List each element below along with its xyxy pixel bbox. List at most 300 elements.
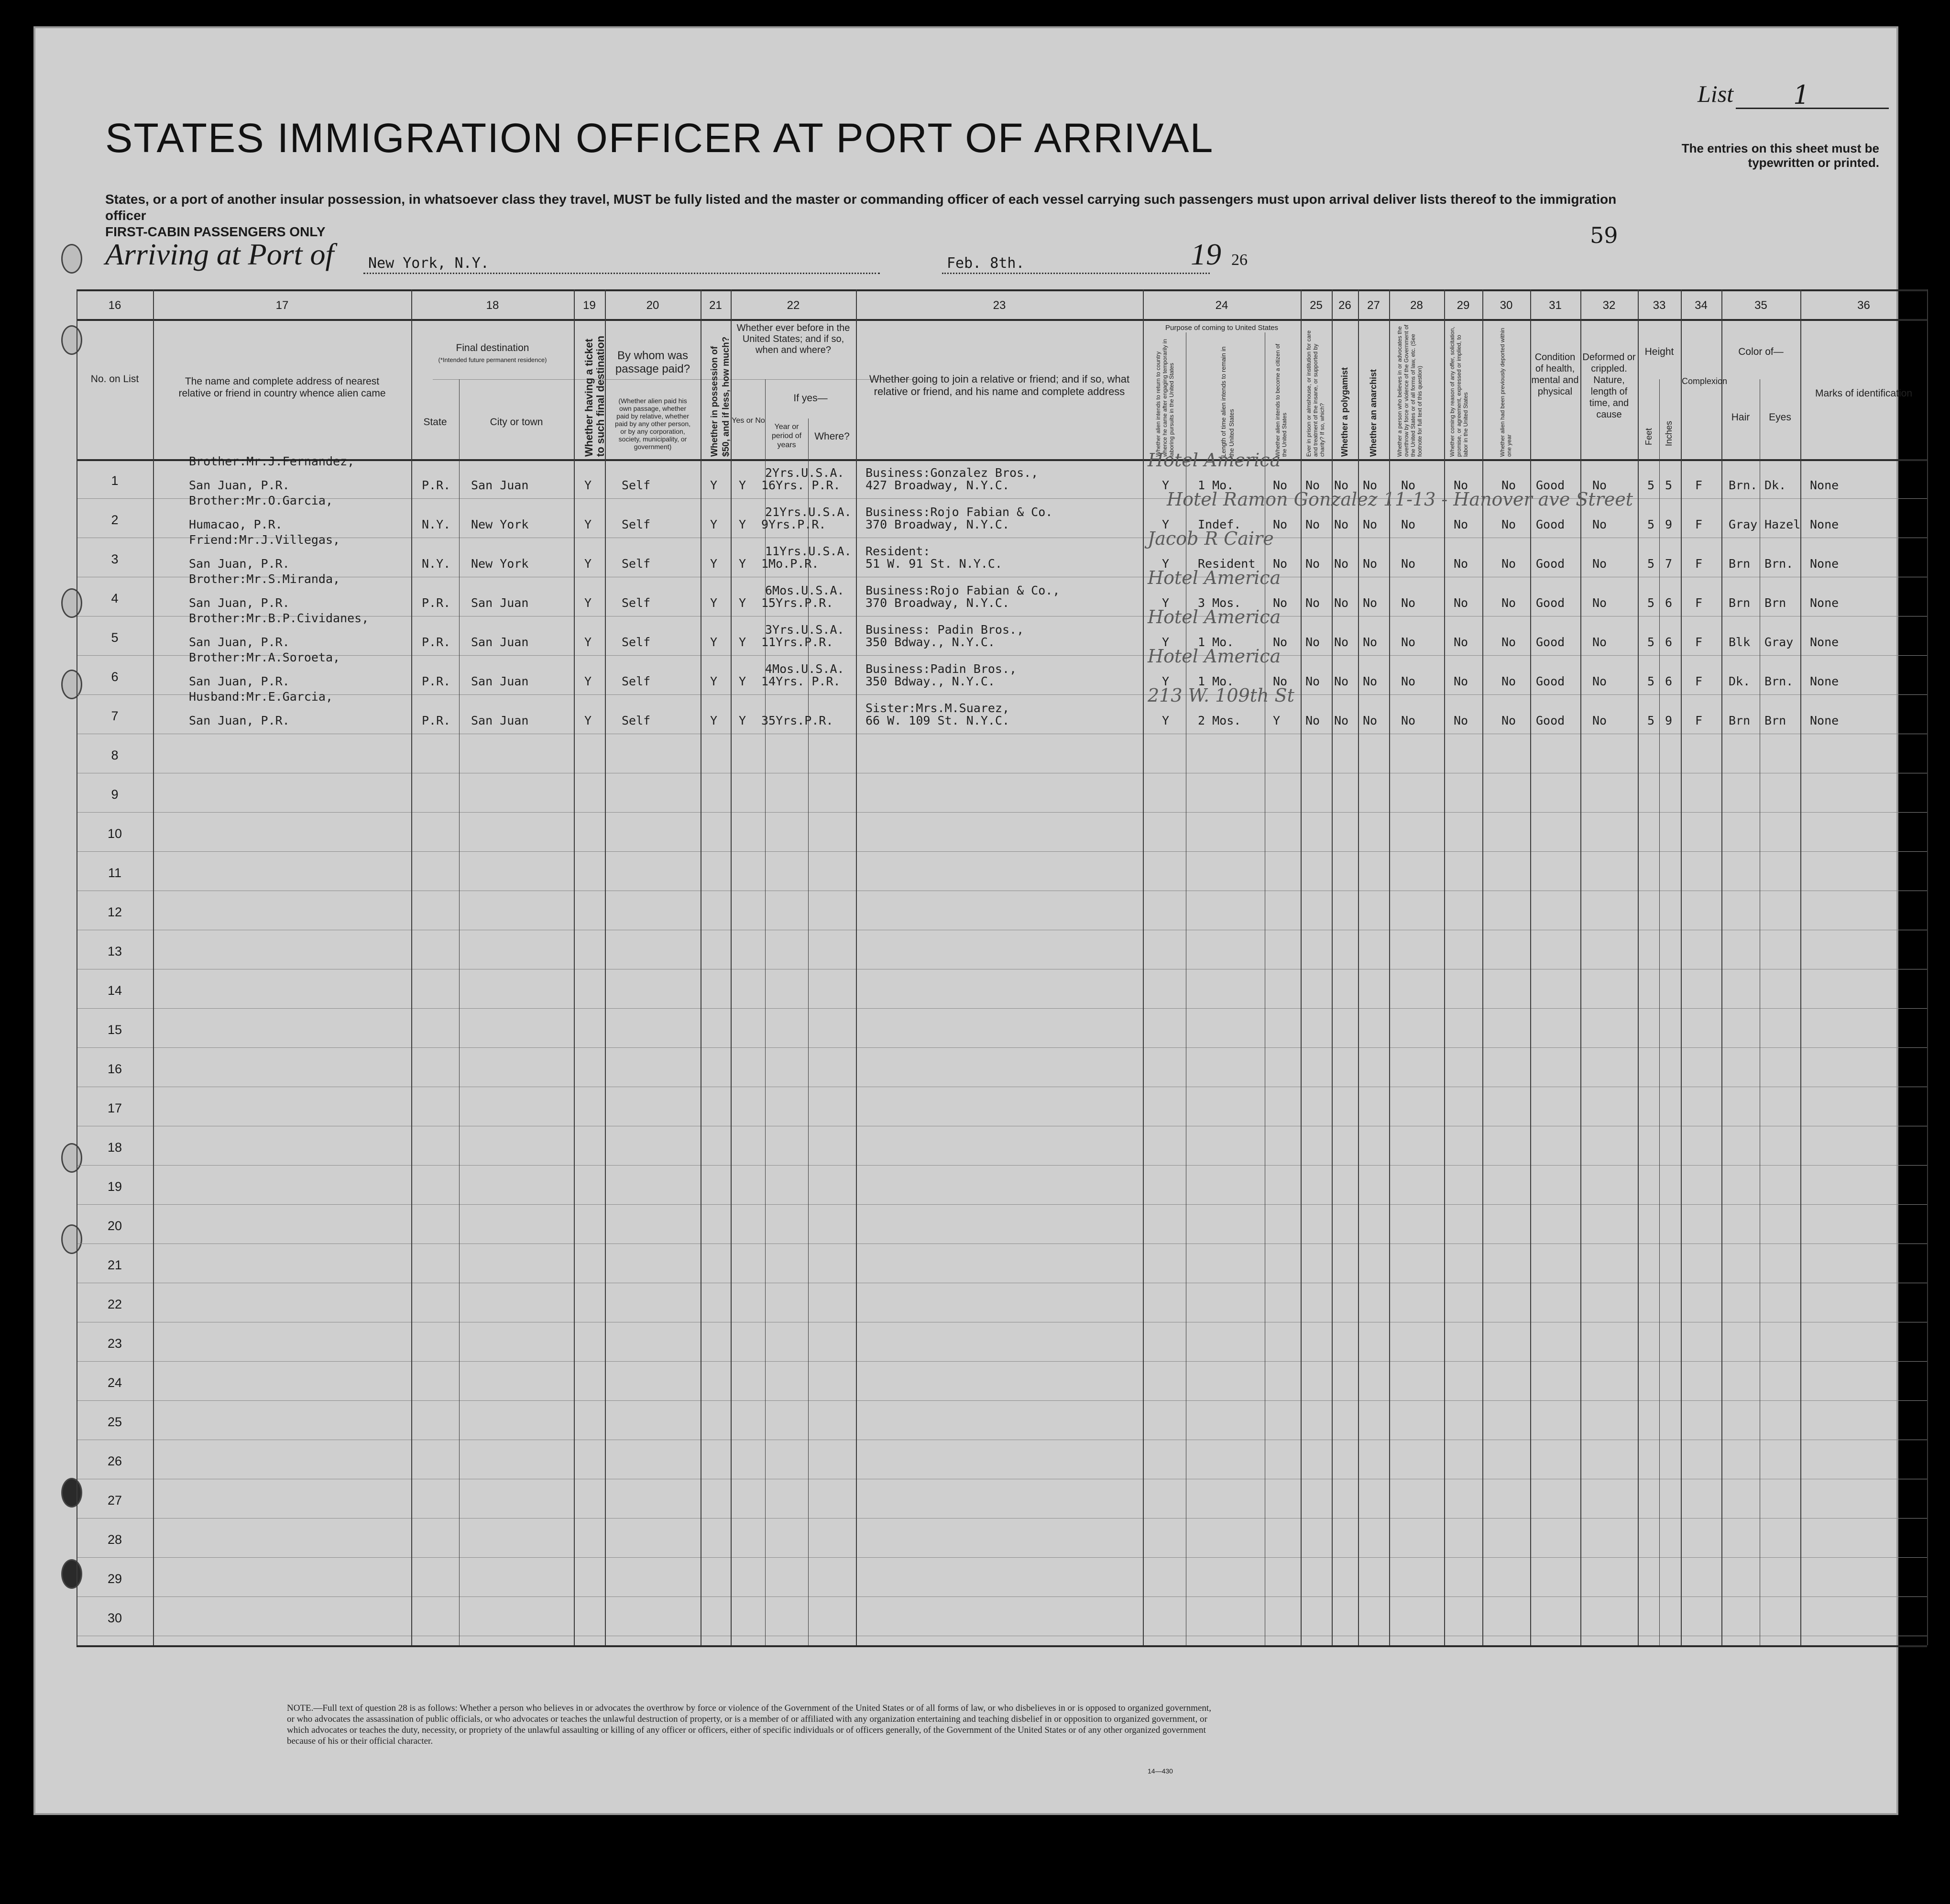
column-number: 31	[1549, 299, 1562, 312]
entry-paid: Self	[622, 635, 651, 649]
entry-marks: None	[1810, 714, 1839, 727]
entry-period2: 14Yrs. P.R.	[761, 674, 841, 688]
entry-rel1: Husband:Mr.E.Garcia,	[189, 690, 333, 704]
row-number: 18	[107, 1140, 122, 1155]
date-line	[942, 273, 1210, 274]
entry-fifty: Y	[710, 635, 718, 649]
header-fifty-dollars: Whether in possession of $50, and if less, how much?	[710, 336, 731, 457]
entry-fifty: Y	[710, 517, 718, 531]
entry-state: P.R.	[422, 635, 451, 649]
entry-rel1: Brother:Mr.O.Garcia,	[189, 494, 333, 507]
entry-length: Resident	[1198, 557, 1256, 571]
entry-rel1: Brother:Mr.B.P.Cividanes,	[189, 611, 369, 625]
entry-hair: Brn	[1729, 714, 1751, 727]
entry-hair: Brn.	[1729, 478, 1758, 492]
entry-prison: No	[1305, 596, 1320, 610]
entry-ret: Y	[1162, 674, 1170, 688]
list-label: List	[1698, 80, 1734, 107]
entry-eyes: Brn	[1764, 596, 1786, 610]
entry-prison: No	[1305, 635, 1320, 649]
entry-join1: Business:Gonzalez Bros.,	[865, 466, 1039, 480]
header-passage-paid-sub: (Whether alien paid his own passage, whether paid by relative, whether paid by any other person, or by any corporation, society, municipality, or government)	[615, 397, 690, 451]
header-prison: Ever in prison or almshouse, or institution for care and treatment of the insane, or supported by charity? If so, which?	[1305, 330, 1326, 457]
list-number: 1	[1793, 80, 1810, 110]
entry-anarch: No	[1363, 478, 1378, 492]
entries-note: The entries on this sheet must be typewritten or printed.	[1681, 141, 1879, 170]
entry-anarch: No	[1363, 674, 1378, 688]
entry-eyes: Gray	[1764, 635, 1794, 649]
entry-city: San Juan	[471, 714, 529, 727]
entry-eyes: Brn.	[1764, 557, 1794, 571]
entry-complexion: F	[1695, 674, 1703, 688]
entry-inches: 5	[1665, 478, 1673, 492]
header-purpose: Purpose of coming to United States	[1165, 324, 1278, 332]
entry-q29: No	[1454, 517, 1468, 531]
entry-poly: No	[1334, 674, 1349, 688]
entry-poly: No	[1334, 478, 1349, 492]
row-number: 9	[111, 787, 119, 802]
header-state: State	[423, 417, 447, 428]
column-number: 23	[993, 299, 1006, 312]
entry-hair: Brn	[1729, 557, 1751, 571]
entry-join2: 350 Bdway., N.Y.C.	[865, 674, 995, 688]
header-question-28: Whether a person who believes in or advocates the overthrow by force or violence of the Government of the United States or of all forms of law, etc. (See footnote for full text of this question)	[1396, 324, 1423, 457]
entry-complexion: F	[1695, 517, 1703, 531]
entry-state: P.R.	[422, 478, 451, 492]
entry-period2: 16Yrs. P.R.	[761, 478, 841, 492]
row-number: 17	[107, 1101, 122, 1115]
entry-q28: No	[1401, 517, 1416, 531]
header-deformed: Deformed or crippled. Nature, length of time, and cause	[1582, 352, 1636, 420]
header-relative: The name and complete address of nearest relative or friend in country whence alien came	[178, 376, 386, 399]
entry-rel1: Friend:Mr.J.Villegas,	[189, 533, 340, 547]
entry-join1: Business:Rojo Fabian & Co.	[865, 505, 1053, 519]
entry-q28: No	[1401, 635, 1416, 649]
entry-q28: No	[1401, 674, 1416, 688]
entry-eyes: Brn	[1764, 714, 1786, 727]
entry-q30: No	[1501, 478, 1516, 492]
column-number: 29	[1457, 299, 1470, 312]
entry-complexion: F	[1695, 557, 1703, 571]
binder-hole	[61, 244, 82, 274]
header-yes-no: Yes or No	[732, 417, 765, 425]
row-rule	[77, 1596, 1927, 1597]
entry-period2: 35Yrs.P.R.	[761, 714, 833, 727]
entry-ret: Y	[1162, 478, 1170, 492]
header-question-29: Whether coming by reason of any offer, solicitation, promise, or agreement, expressed or implied, to labor in the United States	[1449, 327, 1469, 457]
footnote-question-28: NOTE.—Full text of question 28 is as follows: Whether a person who believes in or advocates the overthrow by force or violence of the Government of the United States or of all forms of law, or who disbelieves in or is opposed to organized government, or who advocates the assassination of public officials, or who advocates or teaches the unlawful destruction of property, or is a member of or affiliated with any organization entertaining and teaching disbelief in or opposition to organized government, or which advocates or teaches the duty, necessity, or propriety of the unlawful assaulting or killing of any officer or officers, either of specific individuals or of officers generally, of the Government of the United States or of any other organized government because of his or their official character.	[287, 1703, 1211, 1746]
column-number: 35	[1754, 299, 1767, 312]
entry-q29: No	[1454, 557, 1468, 571]
manifest-sheet	[33, 26, 1913, 1815]
entry-period1: 21Yrs.U.S.A.	[765, 505, 852, 519]
entry-ticket: Y	[584, 478, 592, 492]
entry-health: Good	[1536, 674, 1565, 688]
entry-q28: No	[1401, 596, 1416, 610]
row-number: 14	[107, 983, 122, 998]
entry-city: New York	[471, 517, 529, 531]
header-period: Year or period of years	[771, 423, 802, 449]
entry-deformed: No	[1592, 596, 1607, 610]
header-feet: Feet	[1644, 428, 1654, 446]
header-color-of: Color of—	[1738, 346, 1784, 357]
entry-q29: No	[1454, 674, 1468, 688]
entry-q30: No	[1501, 714, 1516, 727]
header-hair: Hair	[1731, 412, 1750, 423]
entry-join1: Sister:Mrs.M.Suarez,	[865, 701, 1010, 715]
entry-deformed: No	[1592, 478, 1607, 492]
entry-rel1: Brother:Mr.S.Miranda,	[189, 572, 340, 586]
entry-before: Y	[739, 478, 746, 492]
entry-citizen: No	[1273, 635, 1288, 649]
row-rule	[77, 1165, 1927, 1166]
entry-q30: No	[1501, 635, 1516, 649]
row-number: 13	[107, 944, 122, 958]
header-passage-paid: By whom was passage paid?	[615, 349, 690, 375]
manifest-table	[77, 289, 1927, 1645]
sheet-number: 59	[1590, 222, 1618, 248]
entry-prison: No	[1305, 714, 1320, 727]
entry-ret: Y	[1162, 517, 1170, 531]
entry-join2: 51 W. 91 St. N.Y.C.	[865, 557, 1002, 571]
entry-length: 1 Mo.	[1198, 635, 1234, 649]
row-rule	[77, 851, 1927, 852]
entry-rel1: Brother:Mr.J.Fernandez,	[189, 454, 355, 468]
entry-before: Y	[739, 635, 746, 649]
handwritten-annotation: Hotel Ramon Gonzalez 11-13 - Hanover ave Street	[1167, 489, 1633, 510]
entry-ticket: Y	[584, 557, 592, 571]
row-rule	[77, 1518, 1927, 1519]
row-rule	[77, 694, 1927, 695]
header-complexion: Complexion	[1682, 376, 1728, 386]
entry-health: Good	[1536, 557, 1565, 571]
entry-citizen: Y	[1273, 714, 1281, 727]
entry-fifty: Y	[710, 674, 718, 688]
row-number: 5	[111, 630, 119, 645]
entry-anarch: No	[1363, 635, 1378, 649]
header-health: Condition of health, mental and physical	[1531, 352, 1579, 397]
row-number: 19	[107, 1179, 122, 1194]
entry-ret: Y	[1162, 635, 1170, 649]
entry-citizen: No	[1273, 674, 1288, 688]
column-number: 22	[787, 299, 800, 312]
entry-anarch: No	[1363, 517, 1378, 531]
entry-state: P.R.	[422, 714, 451, 727]
page-title: STATES IMMIGRATION OFFICER AT PORT OF ARRIVAL	[105, 115, 1214, 161]
header-height: Height	[1644, 346, 1674, 357]
header-polygamist: Whether a polygamist	[1340, 367, 1349, 457]
entry-period2: 9Yrs.P.R.	[761, 517, 826, 531]
column-number: 24	[1215, 299, 1228, 312]
handwritten-annotation: 213 W. 109th St	[1148, 685, 1294, 706]
entry-rel2: San Juan, P.R.	[189, 557, 290, 571]
row-rule	[77, 1008, 1927, 1009]
row-number: 25	[107, 1415, 122, 1429]
entry-rel1: Brother:Mr.A.Soroeta,	[189, 650, 340, 664]
row-number: 22	[107, 1297, 122, 1311]
entry-inches: 6	[1665, 635, 1673, 649]
entry-period1: 6Mos.U.S.A.	[765, 583, 844, 597]
column-number: 30	[1500, 299, 1513, 312]
entry-length: 1 Mo.	[1198, 478, 1234, 492]
arrival-date: Feb. 8th.	[947, 255, 1025, 272]
entry-before: Y	[739, 557, 746, 571]
header-return-intent: Whether alien intends to return to country whence he came after engaging temporarily in laboring pursuits in the United States	[1155, 339, 1175, 457]
entry-health: Good	[1536, 517, 1565, 531]
header-eyes: Eyes	[1769, 412, 1791, 423]
row-number: 11	[108, 866, 122, 880]
entry-inches: 9	[1665, 517, 1673, 531]
entry-deformed: No	[1592, 517, 1607, 531]
entry-prison: No	[1305, 517, 1320, 531]
column-number: 32	[1602, 299, 1616, 312]
header-where: Where?	[814, 431, 850, 442]
column-number: 21	[709, 299, 722, 312]
entry-feet: 5	[1647, 596, 1655, 610]
entry-feet: 5	[1647, 478, 1655, 492]
column-number: 33	[1653, 299, 1666, 312]
header-no-on-list: No. on List	[90, 374, 139, 385]
entry-q30: No	[1501, 674, 1516, 688]
entry-feet: 5	[1647, 714, 1655, 727]
column-number: 16	[108, 299, 121, 312]
row-rule	[77, 1047, 1927, 1048]
column-number: 19	[583, 299, 596, 312]
entry-q30: No	[1501, 596, 1516, 610]
header-ever-before: Whether ever before in the United States; and if so, when and where?	[736, 323, 850, 355]
entry-period2: 15Yrs.P.R.	[761, 596, 833, 610]
entry-poly: No	[1334, 635, 1349, 649]
intro-text	[105, 191, 1635, 240]
entry-marks: None	[1810, 557, 1839, 571]
entry-health: Good	[1536, 635, 1565, 649]
entry-ret: Y	[1162, 596, 1170, 610]
row-rule	[77, 655, 1927, 656]
entry-inches: 6	[1665, 674, 1673, 688]
entry-health: Good	[1536, 714, 1565, 727]
row-rule	[77, 498, 1927, 499]
entry-period1: 4Mos.U.S.A.	[765, 662, 844, 676]
header-anarchist: Whether an anarchist	[1369, 369, 1378, 457]
entry-join2: 370 Broadway, N.Y.C.	[865, 596, 1010, 610]
row-number: 21	[107, 1258, 122, 1272]
entry-state: N.Y.	[422, 557, 451, 571]
entry-q29: No	[1454, 714, 1468, 727]
entry-health: Good	[1536, 478, 1565, 492]
row-number: 27	[107, 1493, 122, 1508]
entry-citizen: No	[1273, 517, 1288, 531]
entry-join2: 66 W. 109 St. N.Y.C.	[865, 714, 1010, 727]
port-line	[363, 273, 880, 274]
row-number: 24	[107, 1376, 122, 1390]
entry-poly: No	[1334, 557, 1349, 571]
row-number: 16	[107, 1062, 122, 1076]
entry-length: Indef.	[1198, 517, 1241, 531]
entry-q28: No	[1401, 714, 1416, 727]
entry-length: 1 Mo.	[1198, 674, 1234, 688]
entry-deformed: No	[1592, 714, 1607, 727]
entry-citizen: No	[1273, 557, 1288, 571]
row-number: 2	[111, 513, 119, 527]
column-number: 25	[1310, 299, 1323, 312]
entry-eyes: Brn.	[1764, 674, 1794, 688]
entry-ticket: Y	[584, 714, 592, 727]
entry-join1: Resident:	[865, 544, 931, 558]
entry-fifty: Y	[710, 478, 718, 492]
handwritten-annotation: Hotel America	[1148, 646, 1281, 667]
entry-hair: Brn	[1729, 596, 1751, 610]
entry-fifty: Y	[710, 557, 718, 571]
entry-rel2: San Juan, P.R.	[189, 674, 290, 688]
row-number: 30	[107, 1611, 122, 1625]
entry-rel2: San Juan, P.R.	[189, 714, 290, 727]
entry-q29: No	[1454, 596, 1468, 610]
row-number: 8	[111, 748, 119, 762]
entry-hair: Dk.	[1729, 674, 1751, 688]
intro-line-2: FIRST-CABIN PASSENGERS ONLY	[105, 224, 326, 239]
entry-poly: No	[1334, 714, 1349, 727]
row-number: 6	[111, 670, 119, 684]
row-rule	[77, 1557, 1927, 1558]
entry-period2: 11Yrs.P.R.	[761, 635, 833, 649]
header-city: City or town	[490, 417, 543, 428]
entry-join1: Business:Padin Bros.,	[865, 662, 1017, 676]
header-final-destination: Final destination	[456, 342, 529, 353]
entry-join2: 370 Broadway, N.Y.C.	[865, 517, 1010, 531]
entry-deformed: No	[1592, 674, 1607, 688]
entry-ret: Y	[1162, 714, 1170, 727]
entry-period1: 3Yrs.U.S.A.	[765, 623, 844, 637]
entry-state: N.Y.	[422, 517, 451, 531]
entry-paid: Self	[622, 478, 651, 492]
entry-q30: No	[1501, 557, 1516, 571]
entry-marks: None	[1810, 674, 1839, 688]
entry-ticket: Y	[584, 635, 592, 649]
entry-inches: 6	[1665, 596, 1673, 610]
entry-paid: Self	[622, 674, 651, 688]
handwritten-annotation: Hotel America	[1148, 450, 1281, 471]
entry-prison: No	[1305, 557, 1320, 571]
entry-eyes: Dk.	[1764, 478, 1786, 492]
header-ticket: Whether having a ticket to such final destination	[583, 335, 606, 457]
entry-q30: No	[1501, 517, 1516, 531]
entry-ticket: Y	[584, 517, 592, 531]
entry-citizen: No	[1273, 478, 1288, 492]
row-number: 10	[107, 826, 122, 841]
row-number: 26	[107, 1454, 122, 1468]
entry-inches: 7	[1665, 557, 1673, 571]
row-number: 12	[107, 905, 122, 919]
header-citizen-intent: Whether alien intends to become a citizen of the United States	[1274, 343, 1288, 457]
row-number: 1	[111, 473, 119, 488]
header-final-destination-sub: (*Intended future permanent residence)	[438, 356, 547, 363]
entry-ticket: Y	[584, 596, 592, 610]
entry-rel2: San Juan, P.R.	[189, 635, 290, 649]
entry-paid: Self	[622, 517, 651, 531]
entry-rel2: Humacao, P.R.	[189, 517, 283, 531]
row-number: 28	[107, 1532, 122, 1547]
row-rule	[77, 1204, 1927, 1205]
entry-paid: Self	[622, 714, 651, 727]
row-number: 4	[111, 591, 119, 605]
header-length-stay: Length of time alien intends to remain in the United States	[1220, 346, 1235, 457]
entry-period1: 2Yrs.U.S.A.	[765, 466, 844, 480]
entry-before: Y	[739, 517, 746, 531]
form-number: 14—430	[1148, 1767, 1173, 1775]
entry-feet: 5	[1647, 557, 1655, 571]
entry-q29: No	[1454, 635, 1468, 649]
entry-marks: None	[1810, 596, 1839, 610]
column-number: 36	[1857, 299, 1870, 312]
header-if-yes: If yes—	[793, 393, 828, 404]
row-number: 23	[107, 1336, 122, 1351]
entry-city: San Juan	[471, 674, 529, 688]
entry-state: P.R.	[422, 674, 451, 688]
header-deported: Whether alien had been previously deported within one year	[1499, 328, 1512, 457]
entry-before: Y	[739, 596, 746, 610]
year-prefix: 19	[1191, 237, 1221, 271]
entry-q28: No	[1401, 557, 1416, 571]
column-number: 34	[1695, 299, 1708, 312]
entry-feet: 5	[1647, 517, 1655, 531]
entry-inches: 9	[1665, 714, 1673, 727]
entry-ret: Y	[1162, 557, 1170, 571]
entry-period2: 1Mo.P.R.	[761, 557, 819, 571]
list-underline	[1736, 108, 1889, 109]
entry-deformed: No	[1592, 557, 1607, 571]
entry-hair: Gray	[1729, 517, 1758, 531]
entry-paid: Self	[622, 596, 651, 610]
entry-rel2: San Juan, P.R.	[189, 478, 290, 492]
entry-q28: No	[1401, 478, 1416, 492]
row-number: 7	[111, 709, 119, 723]
entry-anarch: No	[1363, 596, 1378, 610]
entry-before: Y	[739, 714, 746, 727]
column-number: 27	[1367, 299, 1380, 312]
entry-feet: 5	[1647, 674, 1655, 688]
entry-complexion: F	[1695, 478, 1703, 492]
row-number: 15	[107, 1023, 122, 1037]
entry-marks: None	[1810, 478, 1839, 492]
entry-length: 3 Mos.	[1198, 596, 1241, 610]
intro-line-1: States, or a port of another insular possession, in whatsoever class they travel, MUST be fully listed and the master or commanding officer of each vessel carrying such passengers must upon arrival deliver lists thereof to the immigration officer	[105, 192, 1617, 223]
column-number: 17	[275, 299, 289, 312]
row-rule	[77, 1400, 1927, 1401]
entry-complexion: F	[1695, 714, 1703, 727]
row-number: 29	[107, 1572, 122, 1586]
header-inches: Inches	[1664, 421, 1674, 447]
entry-citizen: No	[1273, 596, 1288, 610]
entry-city: New York	[471, 557, 529, 571]
header-join-relative: Whether going to join a relative or friend; and if so, what relative or friend, and his name and complete address	[869, 373, 1130, 397]
column-number: 18	[486, 299, 499, 312]
entry-fifty: Y	[710, 714, 718, 727]
entry-length: 2 Mos.	[1198, 714, 1241, 727]
entry-ticket: Y	[584, 674, 592, 688]
entry-anarch: No	[1363, 714, 1378, 727]
header-marks: Marks of identification	[1815, 388, 1913, 399]
entry-complexion: F	[1695, 596, 1703, 610]
year-suffix: 26	[1231, 251, 1248, 269]
entry-period1: 11Yrs.U.S.A.	[765, 544, 852, 558]
column-number: 28	[1410, 299, 1423, 312]
arriving-label: Arriving at Port of	[105, 237, 334, 271]
row-rule	[77, 1361, 1927, 1362]
entry-city: San Juan	[471, 596, 529, 610]
entry-city: San Juan	[471, 478, 529, 492]
entry-hair: Blk	[1729, 635, 1751, 649]
entry-fifty: Y	[710, 596, 718, 610]
